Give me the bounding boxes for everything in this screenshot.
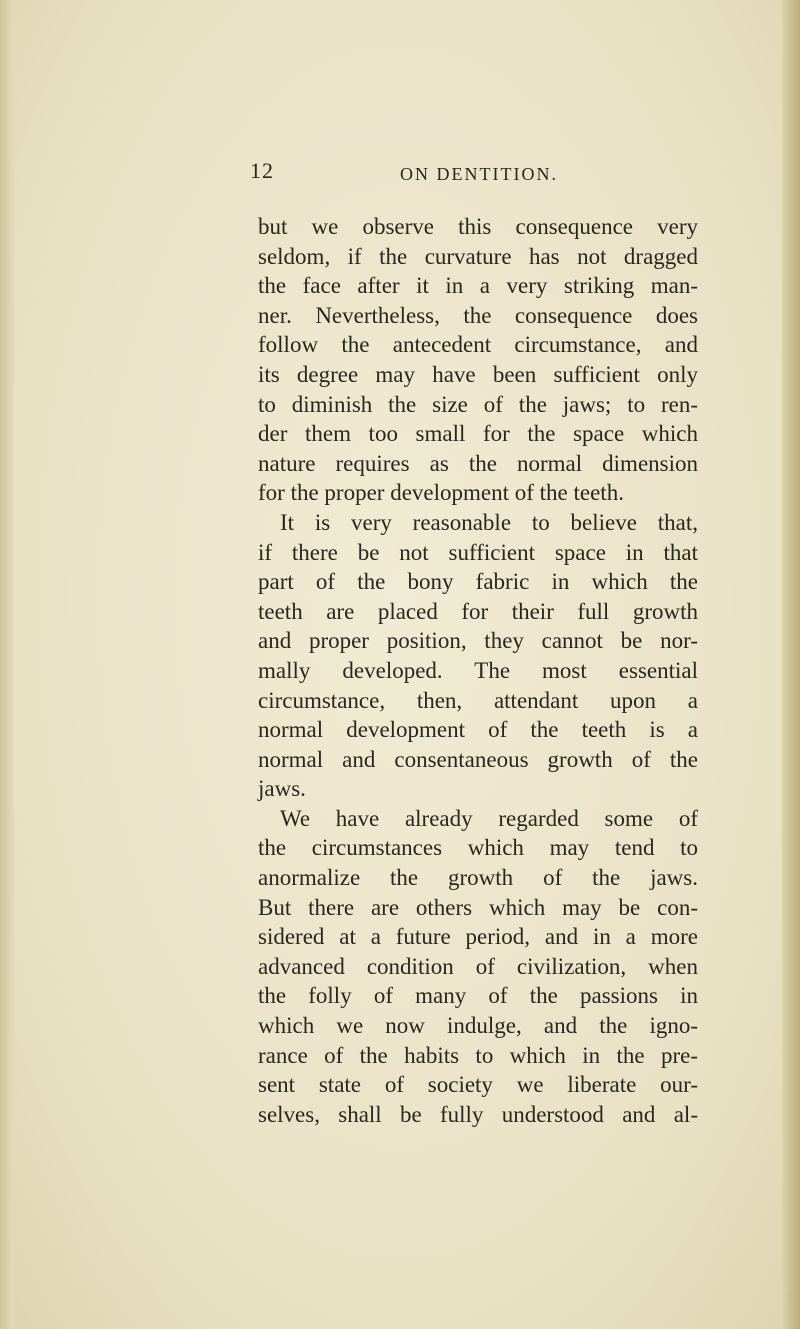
text-line: It is very reasonable to believe that, [280, 509, 698, 535]
text-line: for the proper development of the teeth. [258, 480, 624, 506]
text-line: but we observe this consequence very [258, 214, 698, 239]
text-line: part of the bony fabric in which the [258, 569, 698, 595]
text-line: rance of the habits to which in the pre- [258, 1042, 698, 1068]
text-line: the folly of many of the passions in [258, 983, 698, 1009]
text-line: its degree may have been sufficient only [258, 361, 698, 387]
text-line: normal development of the teeth is a [258, 717, 698, 743]
text-line: jaws. [258, 776, 306, 802]
text-line: nature requires as the normal dimension [258, 450, 698, 476]
text-line: if there be not sufficient space in that [258, 539, 698, 565]
page-number: 12 [250, 158, 274, 183]
text-line: circumstance, then, attendant upon a [258, 687, 698, 713]
running-title: ON DENTITION. [400, 164, 558, 184]
text-line: anormalize the growth of the jaws. [258, 865, 698, 891]
text-line: selves, shall be fully understood and al- [258, 1101, 698, 1127]
text-line: normal and consentaneous growth of the [258, 746, 698, 772]
text-line: We have already regarded some of [280, 805, 698, 831]
text-line: advanced condition of civilization, when [258, 953, 698, 979]
text-line: teeth are placed for their full growth [258, 598, 698, 624]
text-line: ner. Nevertheless, the consequence does [258, 302, 698, 328]
page-right-edge [782, 0, 800, 1329]
text-line: the circumstances which may tend to [258, 835, 698, 861]
paper-spot [788, 1292, 794, 1298]
text-line: follow the antecedent circumstance, and [258, 332, 698, 358]
text-line: But there are others which may be con- [258, 894, 698, 920]
page-left-edge [0, 0, 14, 1329]
text-line: which we now indulge, and the igno- [258, 1013, 698, 1039]
text-line: der them too small for the space which [258, 421, 698, 447]
text-line: seldom, if the curvature has not dragged [258, 243, 698, 269]
text-line: to diminish the size of the jaws; to ren- [258, 391, 698, 417]
text-line: the face after it in a very striking man- [258, 273, 698, 299]
text-line: sidered at a future period, and in a more [258, 924, 698, 950]
text-line: and proper position, they cannot be nor- [258, 628, 698, 654]
text-line: sent state of society we liberate our- [258, 1072, 698, 1098]
page-header [250, 158, 690, 190]
body-text [258, 212, 698, 1129]
text-line: mally developed. The most essential [258, 657, 698, 683]
